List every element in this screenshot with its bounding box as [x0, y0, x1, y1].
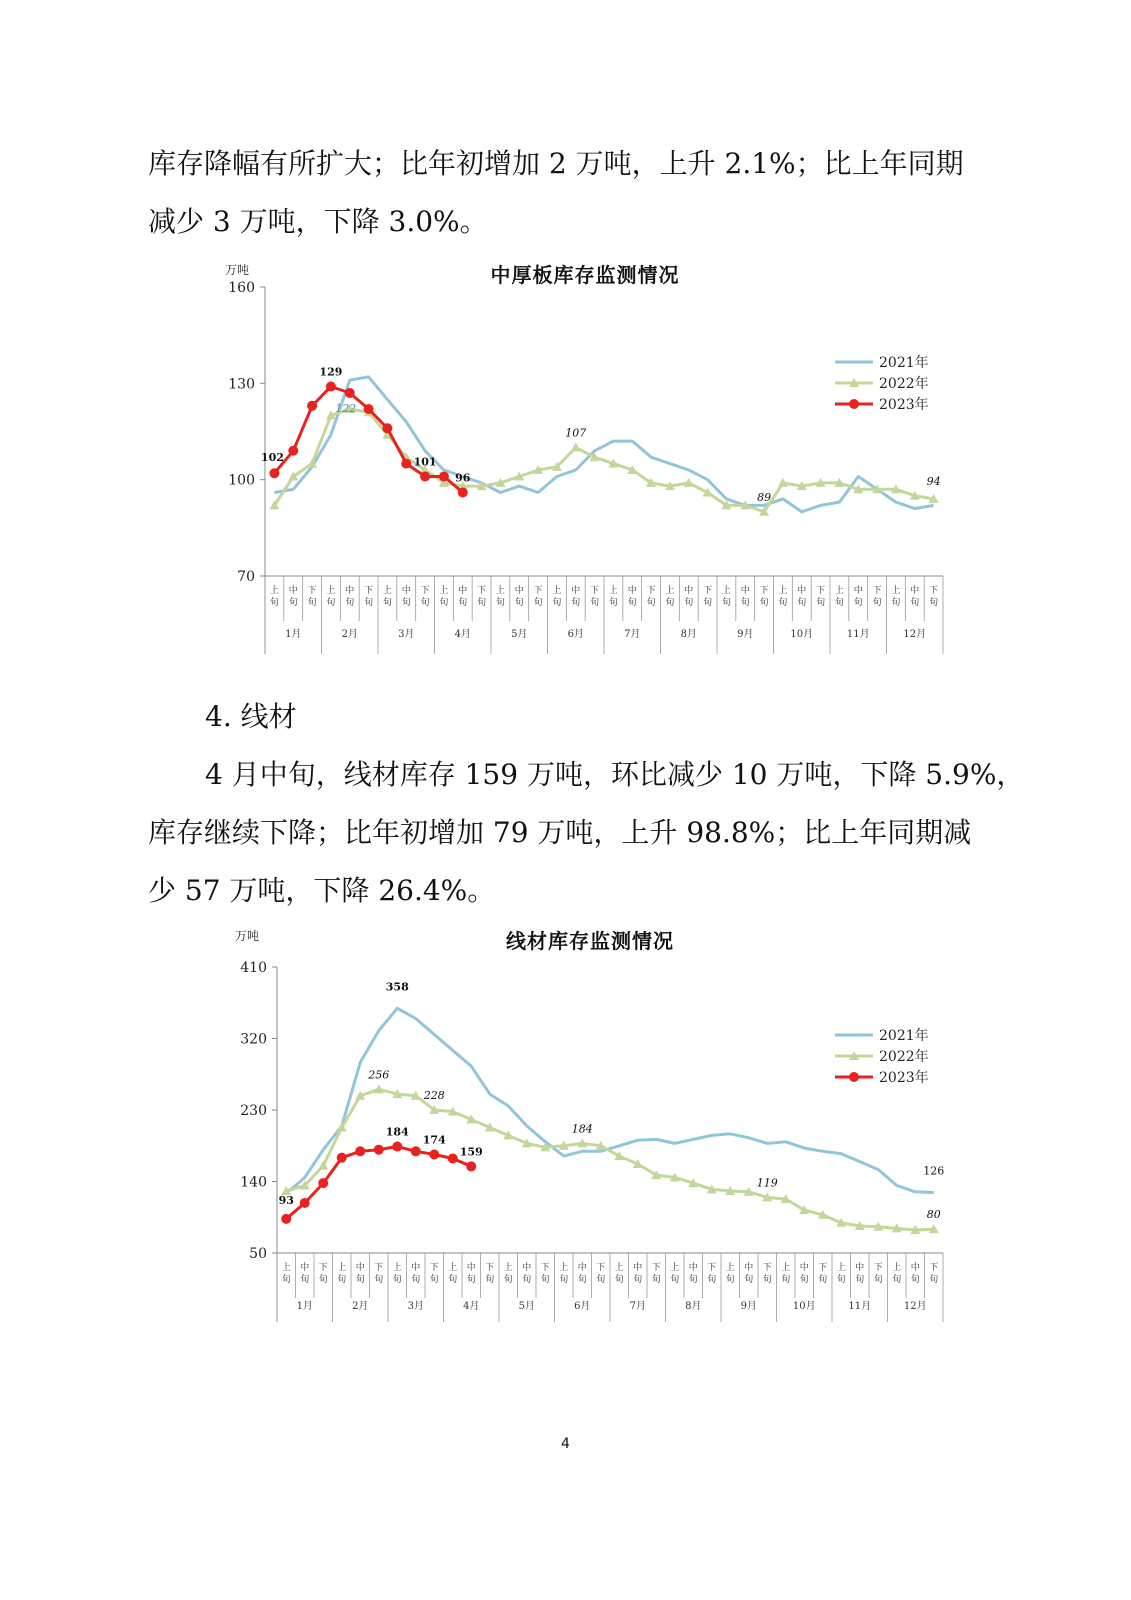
x-tick-label: 旬 — [590, 598, 600, 608]
chart-svg — [205, 920, 950, 1328]
x-tick-label: 旬 — [439, 598, 449, 608]
x-tick-label: 下 — [651, 1263, 661, 1273]
x-tick-label: 下 — [540, 1263, 550, 1273]
y-tick-label: 320 — [240, 1031, 267, 1048]
data-label: 159 — [459, 1145, 483, 1159]
x-tick-label: 旬 — [540, 1275, 550, 1285]
x-tick-label: 旬 — [269, 598, 279, 608]
x-tick-label: 旬 — [577, 1275, 587, 1285]
data-point — [458, 488, 468, 498]
x-tick-label: 旬 — [326, 598, 336, 608]
x-tick-label: 旬 — [392, 1275, 402, 1285]
x-tick-label: 旬 — [307, 598, 317, 608]
x-tick-label: 下 — [364, 586, 374, 596]
x-tick-label: 中 — [300, 1263, 310, 1273]
x-tick-label: 中 — [910, 1263, 920, 1273]
x-tick-label: 上 — [337, 1263, 347, 1273]
legend-label: 2021年 — [879, 1028, 929, 1044]
x-tick-label: 旬 — [707, 1275, 717, 1285]
data-label: 122 — [335, 402, 357, 416]
x-tick-label: 旬 — [762, 1275, 772, 1285]
x-tick-label: 上 — [269, 586, 279, 596]
data-point — [355, 1146, 365, 1156]
data-point — [281, 1214, 291, 1224]
x-month-label: 4月 — [463, 1301, 480, 1312]
x-tick-label: 下 — [759, 586, 769, 596]
data-point — [571, 443, 581, 452]
x-tick-label: 旬 — [318, 1275, 328, 1285]
x-tick-label: 旬 — [633, 1275, 643, 1285]
x-tick-label: 旬 — [337, 1275, 347, 1285]
y-axis-unit: 万吨 — [224, 263, 250, 277]
x-tick-label: 旬 — [345, 598, 355, 608]
x-tick-label: 中 — [688, 1263, 698, 1273]
chart-title: 中厚板库存监测情况 — [490, 263, 680, 287]
x-tick-label: 中 — [514, 586, 524, 596]
x-tick-label: 旬 — [670, 1275, 680, 1285]
x-tick-label: 上 — [552, 586, 562, 596]
x-tick-label: 中 — [345, 586, 355, 596]
x-tick-label: 旬 — [891, 598, 901, 608]
x-month-label: 7月 — [629, 1301, 646, 1312]
x-tick-label: 旬 — [759, 598, 769, 608]
x-tick-label: 旬 — [892, 1275, 902, 1285]
x-tick-label: 中 — [740, 586, 750, 596]
x-tick-label: 上 — [439, 586, 449, 596]
x-tick-label: 旬 — [646, 598, 656, 608]
x-tick-label: 旬 — [855, 1275, 865, 1285]
x-tick-label: 下 — [429, 1263, 439, 1273]
x-tick-label: 旬 — [627, 598, 637, 608]
x-tick-label: 旬 — [614, 1275, 624, 1285]
chart-title: 线材库存监测情况 — [506, 929, 674, 953]
x-tick-label: 旬 — [816, 598, 826, 608]
x-tick-label: 下 — [590, 586, 600, 596]
x-tick-label: 旬 — [281, 1275, 291, 1285]
x-tick-label: 上 — [382, 586, 392, 596]
data-point — [345, 388, 355, 398]
x-tick-label: 旬 — [797, 598, 807, 608]
x-tick-label: 上 — [670, 1263, 680, 1273]
data-point — [300, 1198, 310, 1208]
x-tick-label: 旬 — [910, 598, 920, 608]
x-month-label: 2月 — [341, 629, 358, 640]
data-point — [429, 1149, 439, 1159]
x-tick-label: 旬 — [725, 1275, 735, 1285]
data-point — [439, 471, 449, 481]
data-point — [318, 1178, 328, 1188]
x-tick-label: 上 — [778, 586, 788, 596]
x-tick-label: 旬 — [873, 1275, 883, 1285]
data-point — [411, 1146, 421, 1156]
data-point — [382, 423, 392, 433]
data-point — [420, 471, 430, 481]
series-line-2023年 — [286, 1147, 471, 1219]
x-tick-label: 旬 — [411, 1275, 421, 1285]
series-line-2022年 — [286, 1089, 934, 1230]
x-tick-label: 下 — [929, 1263, 939, 1273]
legend-marker — [849, 1072, 859, 1082]
chart-svg — [205, 252, 950, 657]
x-month-label: 9月 — [737, 629, 754, 640]
x-tick-label: 中 — [411, 1263, 421, 1273]
x-tick-label: 旬 — [688, 1275, 698, 1285]
x-tick-label: 旬 — [514, 598, 524, 608]
x-tick-label: 下 — [873, 1263, 883, 1273]
x-tick-label: 旬 — [374, 1275, 384, 1285]
data-label: 119 — [756, 1176, 778, 1190]
x-month-label: 3月 — [407, 1301, 424, 1312]
x-tick-label: 下 — [707, 1263, 717, 1273]
section-heading-wire-rod: 4. 线材 — [205, 700, 297, 733]
x-tick-label: 旬 — [364, 598, 374, 608]
x-tick-label: 旬 — [300, 1275, 310, 1285]
data-label: 101 — [413, 455, 437, 469]
page-number: 4 — [561, 1436, 570, 1452]
y-tick-label: 230 — [240, 1103, 267, 1119]
x-month-label: 11月 — [846, 629, 870, 640]
x-tick-label: 中 — [910, 586, 920, 596]
legend-label: 2023年 — [879, 1070, 929, 1086]
x-tick-label: 旬 — [503, 1275, 513, 1285]
x-tick-label: 上 — [503, 1263, 513, 1273]
x-tick-label: 旬 — [929, 1275, 939, 1285]
data-label: 358 — [385, 980, 409, 994]
x-tick-label: 中 — [633, 1263, 643, 1273]
x-tick-label: 旬 — [466, 1275, 476, 1285]
legend-label: 2022年 — [879, 1049, 929, 1065]
x-tick-label: 中 — [797, 586, 807, 596]
legend-marker — [849, 399, 859, 409]
data-point — [466, 1161, 476, 1171]
x-month-label: 6月 — [574, 1301, 591, 1312]
paragraph-plate-summary — [148, 135, 988, 251]
x-tick-label: 旬 — [401, 598, 411, 608]
x-tick-label: 中 — [355, 1263, 365, 1273]
legend-label: 2021年 — [879, 355, 929, 371]
x-month-label: 7月 — [624, 629, 641, 640]
data-point — [288, 446, 298, 456]
data-label: 93 — [278, 1193, 294, 1207]
x-tick-label: 上 — [836, 1263, 846, 1273]
x-tick-label: 上 — [892, 1263, 902, 1273]
x-month-label: 12月 — [903, 1301, 927, 1312]
x-tick-label: 上 — [834, 586, 844, 596]
x-tick-label: 下 — [477, 586, 487, 596]
data-label: 102 — [260, 451, 284, 465]
x-tick-label: 中 — [458, 586, 468, 596]
x-tick-label: 旬 — [684, 598, 694, 608]
x-tick-label: 旬 — [522, 1275, 532, 1285]
x-tick-label: 上 — [614, 1263, 624, 1273]
x-tick-label: 旬 — [552, 598, 562, 608]
x-tick-label: 中 — [684, 586, 694, 596]
x-month-label: 1月 — [296, 1301, 313, 1312]
data-label: 107 — [565, 426, 587, 440]
y-tick-label: 160 — [228, 280, 255, 296]
x-tick-label: 中 — [577, 1263, 587, 1273]
text-line: 库存继续下降；比年初增加 79 万吨，上升 98.8%；比上年同期减 — [148, 816, 972, 849]
data-label: 184 — [571, 1122, 593, 1136]
x-tick-label: 下 — [703, 586, 713, 596]
x-tick-label: 旬 — [778, 598, 788, 608]
data-label: 89 — [757, 490, 772, 504]
x-tick-label: 上 — [559, 1263, 569, 1273]
y-axis-unit: 万吨 — [234, 929, 260, 943]
y-tick-label: 140 — [240, 1174, 267, 1191]
x-tick-label: 旬 — [382, 598, 392, 608]
data-label: 126 — [923, 1164, 945, 1178]
y-tick-label: 410 — [240, 960, 267, 976]
series-line-2022年 — [274, 409, 933, 512]
x-tick-label: 下 — [420, 586, 430, 596]
x-month-label: 10月 — [790, 629, 814, 640]
x-tick-label: 上 — [781, 1263, 791, 1273]
series-line-2021年 — [274, 377, 933, 512]
x-tick-label: 下 — [374, 1263, 384, 1273]
x-tick-label: 旬 — [721, 598, 731, 608]
x-month-label: 5月 — [511, 629, 528, 640]
x-tick-label: 旬 — [533, 598, 543, 608]
x-tick-label: 中 — [799, 1263, 809, 1273]
x-tick-label: 上 — [326, 586, 336, 596]
x-month-label: 2月 — [352, 1301, 369, 1312]
x-month-label: 6月 — [567, 629, 584, 640]
x-tick-label: 下 — [318, 1263, 328, 1273]
x-tick-label: 旬 — [288, 598, 298, 608]
x-tick-label: 下 — [485, 1263, 495, 1273]
x-tick-label: 中 — [466, 1263, 476, 1273]
data-label: 256 — [368, 1068, 390, 1082]
x-tick-label: 中 — [288, 586, 298, 596]
text-line: 减少 3 万吨，下降 3.0%。 — [148, 205, 488, 238]
data-label: 228 — [423, 1089, 445, 1102]
x-month-label: 11月 — [848, 1301, 872, 1312]
x-month-label: 8月 — [680, 629, 697, 640]
x-tick-label: 旬 — [836, 1275, 846, 1285]
x-month-label: 3月 — [398, 629, 415, 640]
x-tick-label: 旬 — [458, 598, 468, 608]
data-label: 129 — [319, 365, 343, 379]
x-tick-label: 旬 — [703, 598, 713, 608]
x-tick-label: 上 — [725, 1263, 735, 1273]
legend-label: 2022年 — [879, 376, 929, 392]
x-tick-label: 中 — [855, 1263, 865, 1273]
x-tick-label: 旬 — [651, 1275, 661, 1285]
text-line: 库存降幅有所扩大；比年初增加 2 万吨，上升 2.1%；比上年同期 — [148, 147, 964, 180]
x-tick-label: 下 — [533, 586, 543, 596]
x-tick-label: 中 — [627, 586, 637, 596]
x-tick-label: 旬 — [853, 598, 863, 608]
data-label: 80 — [926, 1208, 941, 1222]
x-tick-label: 上 — [281, 1263, 291, 1273]
data-label: 174 — [422, 1133, 446, 1147]
data-point — [307, 401, 317, 411]
x-tick-label: 上 — [392, 1263, 402, 1273]
data-point — [326, 382, 336, 392]
x-tick-label: 旬 — [596, 1275, 606, 1285]
data-label: 96 — [455, 471, 471, 485]
x-tick-label: 旬 — [818, 1275, 828, 1285]
x-tick-label: 旬 — [429, 1275, 439, 1285]
x-tick-label: 旬 — [781, 1275, 791, 1285]
x-tick-label: 下 — [872, 586, 882, 596]
data-point — [269, 468, 279, 478]
x-tick-label: 旬 — [665, 598, 675, 608]
x-month-label: 4月 — [454, 629, 471, 640]
x-month-label: 5月 — [518, 1301, 535, 1312]
data-label: 184 — [385, 1125, 409, 1139]
data-point — [374, 1145, 384, 1155]
y-tick-label: 70 — [237, 569, 255, 585]
x-month-label: 10月 — [792, 1301, 816, 1312]
x-tick-label: 中 — [853, 586, 863, 596]
text-line: 少 57 万吨，下降 26.4%。 — [148, 874, 496, 907]
y-tick-label: 100 — [228, 472, 255, 489]
x-month-label: 8月 — [685, 1301, 702, 1312]
x-tick-label: 上 — [665, 586, 675, 596]
x-tick-label: 中 — [571, 586, 581, 596]
x-tick-label: 下 — [929, 586, 939, 596]
x-tick-label: 旬 — [744, 1275, 754, 1285]
x-month-label: 12月 — [903, 629, 927, 640]
wire-rod-inventory-chart — [205, 920, 950, 1328]
x-tick-label: 旬 — [448, 1275, 458, 1285]
legend-label: 2023年 — [879, 397, 929, 413]
x-tick-label: 旬 — [571, 598, 581, 608]
text-line: 4 月中旬，线材库存 159 万吨，环比减少 10 万吨，下降 5.9%， — [205, 758, 1025, 791]
x-tick-label: 下 — [646, 586, 656, 596]
x-tick-label: 上 — [495, 586, 505, 596]
x-tick-label: 中 — [401, 586, 411, 596]
data-point — [392, 1142, 402, 1152]
x-tick-label: 上 — [448, 1263, 458, 1273]
plate-inventory-chart — [205, 252, 950, 657]
x-tick-label: 中 — [522, 1263, 532, 1273]
y-tick-label: 130 — [228, 376, 255, 393]
x-month-label: 1月 — [285, 629, 302, 640]
x-tick-label: 旬 — [872, 598, 882, 608]
paragraph-wire-rod-summary — [148, 746, 1025, 920]
x-tick-label: 旬 — [355, 1275, 365, 1285]
x-tick-label: 中 — [744, 1263, 754, 1273]
x-tick-label: 旬 — [485, 1275, 495, 1285]
x-month-label: 9月 — [740, 1301, 757, 1312]
x-tick-label: 下 — [816, 586, 826, 596]
y-tick-label: 50 — [249, 1246, 267, 1262]
x-tick-label: 旬 — [910, 1275, 920, 1285]
x-tick-label: 上 — [891, 586, 901, 596]
data-point — [401, 459, 411, 469]
x-tick-label: 旬 — [799, 1275, 809, 1285]
x-tick-label: 旬 — [834, 598, 844, 608]
x-tick-label: 旬 — [608, 598, 618, 608]
x-tick-label: 下 — [762, 1263, 772, 1273]
x-tick-label: 旬 — [929, 598, 939, 608]
x-tick-label: 下 — [818, 1263, 828, 1273]
x-tick-label: 旬 — [740, 598, 750, 608]
x-tick-label: 上 — [721, 586, 731, 596]
x-tick-label: 旬 — [559, 1275, 569, 1285]
data-point — [318, 1161, 328, 1170]
data-point — [337, 1153, 347, 1163]
x-tick-label: 旬 — [420, 598, 430, 608]
data-label: 94 — [926, 474, 941, 488]
data-point — [448, 1153, 458, 1163]
x-tick-label: 上 — [608, 586, 618, 596]
x-tick-label: 下 — [307, 586, 317, 596]
x-tick-label: 下 — [596, 1263, 606, 1273]
x-tick-label: 旬 — [495, 598, 505, 608]
x-tick-label: 旬 — [477, 598, 487, 608]
data-point — [364, 404, 374, 414]
